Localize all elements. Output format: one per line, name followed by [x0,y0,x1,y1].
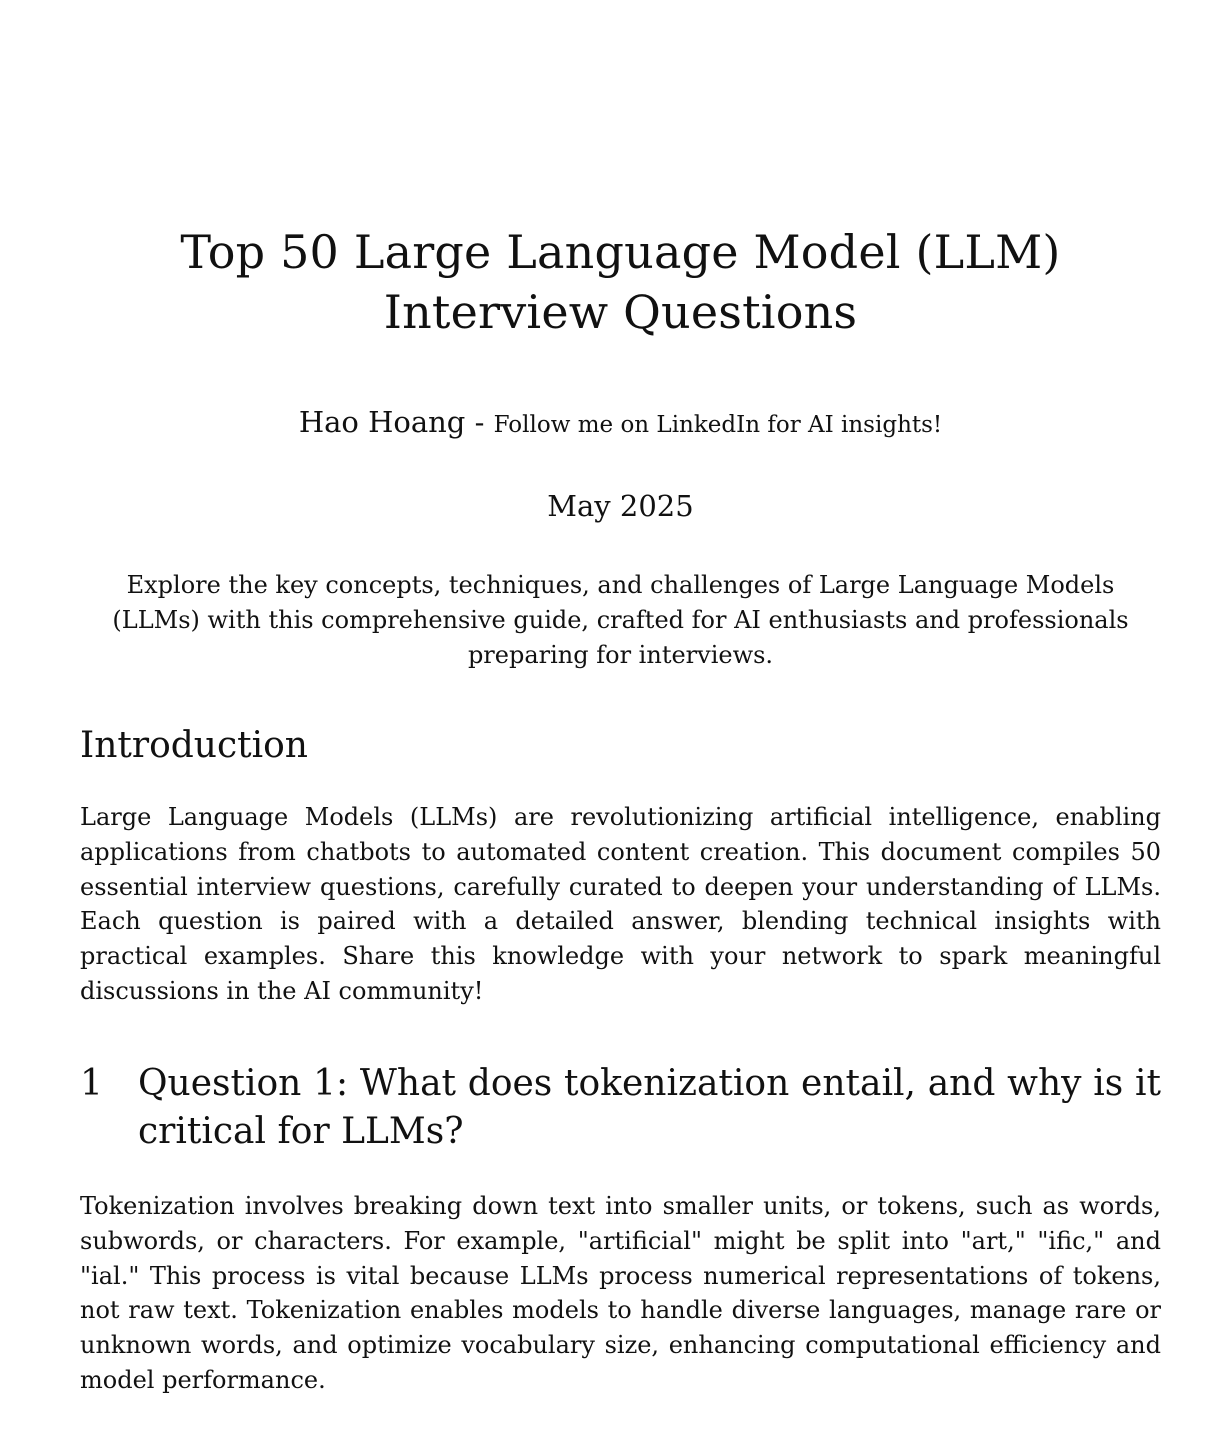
document-abstract: Explore the key concepts, techniques, and challenges of Large Language Models (LLMs) with this comprehensive guide, crafted for AI enthusiasts and professionals preparing for interviews. [112,571,1129,669]
section-heading [80,1060,1161,1156]
author-tagline-link[interactable]: Follow me on LinkedIn for AI insights! [493,412,943,438]
section-title: Question 1: What does tokenization entail, and why is it critical for LLMs? [138,1063,1161,1152]
author-line [80,402,1161,445]
section-body: Tokenization involves breaking down text into smaller units, or tokens, such as words, subwords, or characters. For example, "artificial" might be split into "art," "ific," and "ial." This process is vital because LLMs process numerical representations of tokens, not raw text. Tokenization enables models to handle diverse languages, manage rare or unknown words, and optimize vocabulary size, enhancing computational efficiency and model performance. [80,1192,1161,1394]
document-title: Top 50 Large Language Model (LLM) Interview Questions [180,225,1061,339]
introduction-heading: Introduction [80,725,308,766]
author-separator: - [474,405,485,439]
introduction-body: Large Language Models (LLMs) are revolutionizing artificial intelligence, enabling applications from chatbots to automated content creation. This document compiles 50 essential interview questions, carefully curated to deepen your understanding of LLMs. Each question is paired with a detailed answer, blending technical insights with practical examples. Share this knowledge with your network to spark meaningful discussions in the AI community! [80,803,1161,1005]
section-number: 1 [80,1063,103,1104]
document-date: May 2025 [547,489,694,523]
author-name: Hao Hoang [298,405,466,439]
